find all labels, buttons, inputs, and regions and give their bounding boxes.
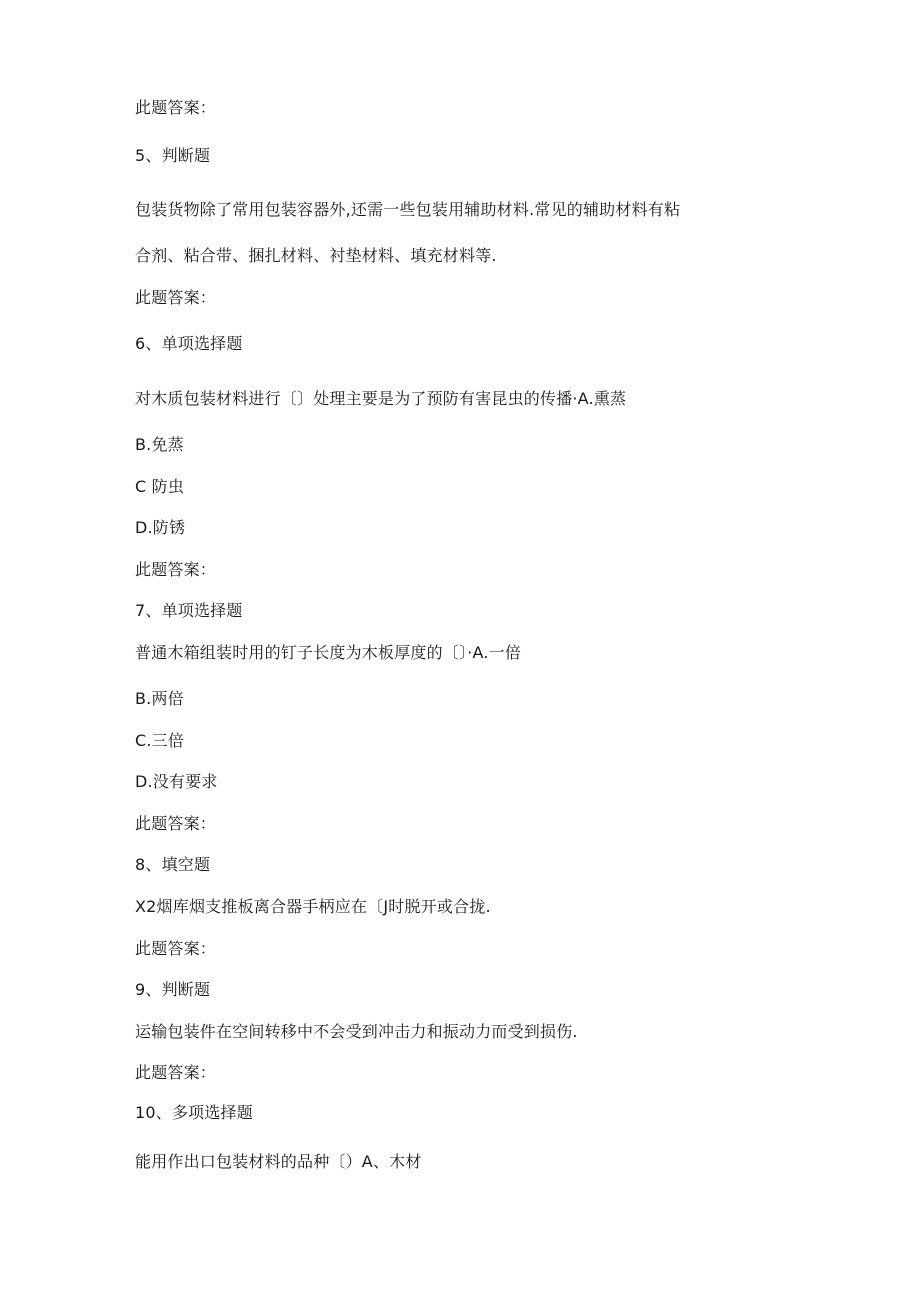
question-9-header: 9、判断题 [135, 980, 211, 999]
question-6-option-c: C 防虫 [135, 477, 185, 496]
question-5-header: 5、判断题 [135, 146, 211, 165]
question-6-header: 6、单项选择题 [135, 334, 243, 353]
question-7-option-c: C.三倍 [135, 731, 185, 750]
answer-label-8: 此题答案： [135, 939, 217, 958]
question-7-option-d: D.没有要求 [135, 772, 218, 791]
question-9-text: 运输包装件在空间转移中不会受到冲击力和振动力而受到损伤. [135, 1022, 578, 1041]
question-8-header: 8、填空题 [135, 855, 211, 874]
question-7-option-b: B.两倍 [135, 689, 184, 708]
answer-label-5: 此题答案： [135, 288, 217, 307]
question-6-option-b: B.免蒸 [135, 435, 184, 454]
question-10-text: 能用作出口包装材料的品种〔）A、木材 [135, 1152, 422, 1171]
question-6-option-d: D.防锈 [135, 518, 186, 537]
question-8-text: X2烟库烟支推板离合器手柄应在〔J时脱开或合拢. [135, 897, 491, 916]
answer-label-7: 此题答案： [135, 814, 217, 833]
question-5-text-1: 包装货物除了常用包装容器外,还需一些包装用辅助材料.常见的辅助材料有粘 [135, 200, 681, 219]
question-7-header: 7、单项选择题 [135, 601, 243, 620]
answer-label-4: 此题答案： [135, 98, 217, 117]
question-5-text-2: 合剂、粘合带、捆扎材料、衬垫材料、填充材料等. [135, 246, 497, 265]
answer-label-9: 此题答案： [135, 1063, 217, 1082]
question-6-text: 对木质包装材料进行〔〕处理主要是为了预防有害昆虫的传播·A.熏蒸 [135, 389, 627, 408]
question-7-text: 普通木箱组装时用的钉子长度为木板厚度的〔〕·A.一倍 [135, 643, 522, 662]
question-10-header: 10、多项选择题 [135, 1103, 253, 1122]
answer-label-6: 此题答案： [135, 560, 217, 579]
